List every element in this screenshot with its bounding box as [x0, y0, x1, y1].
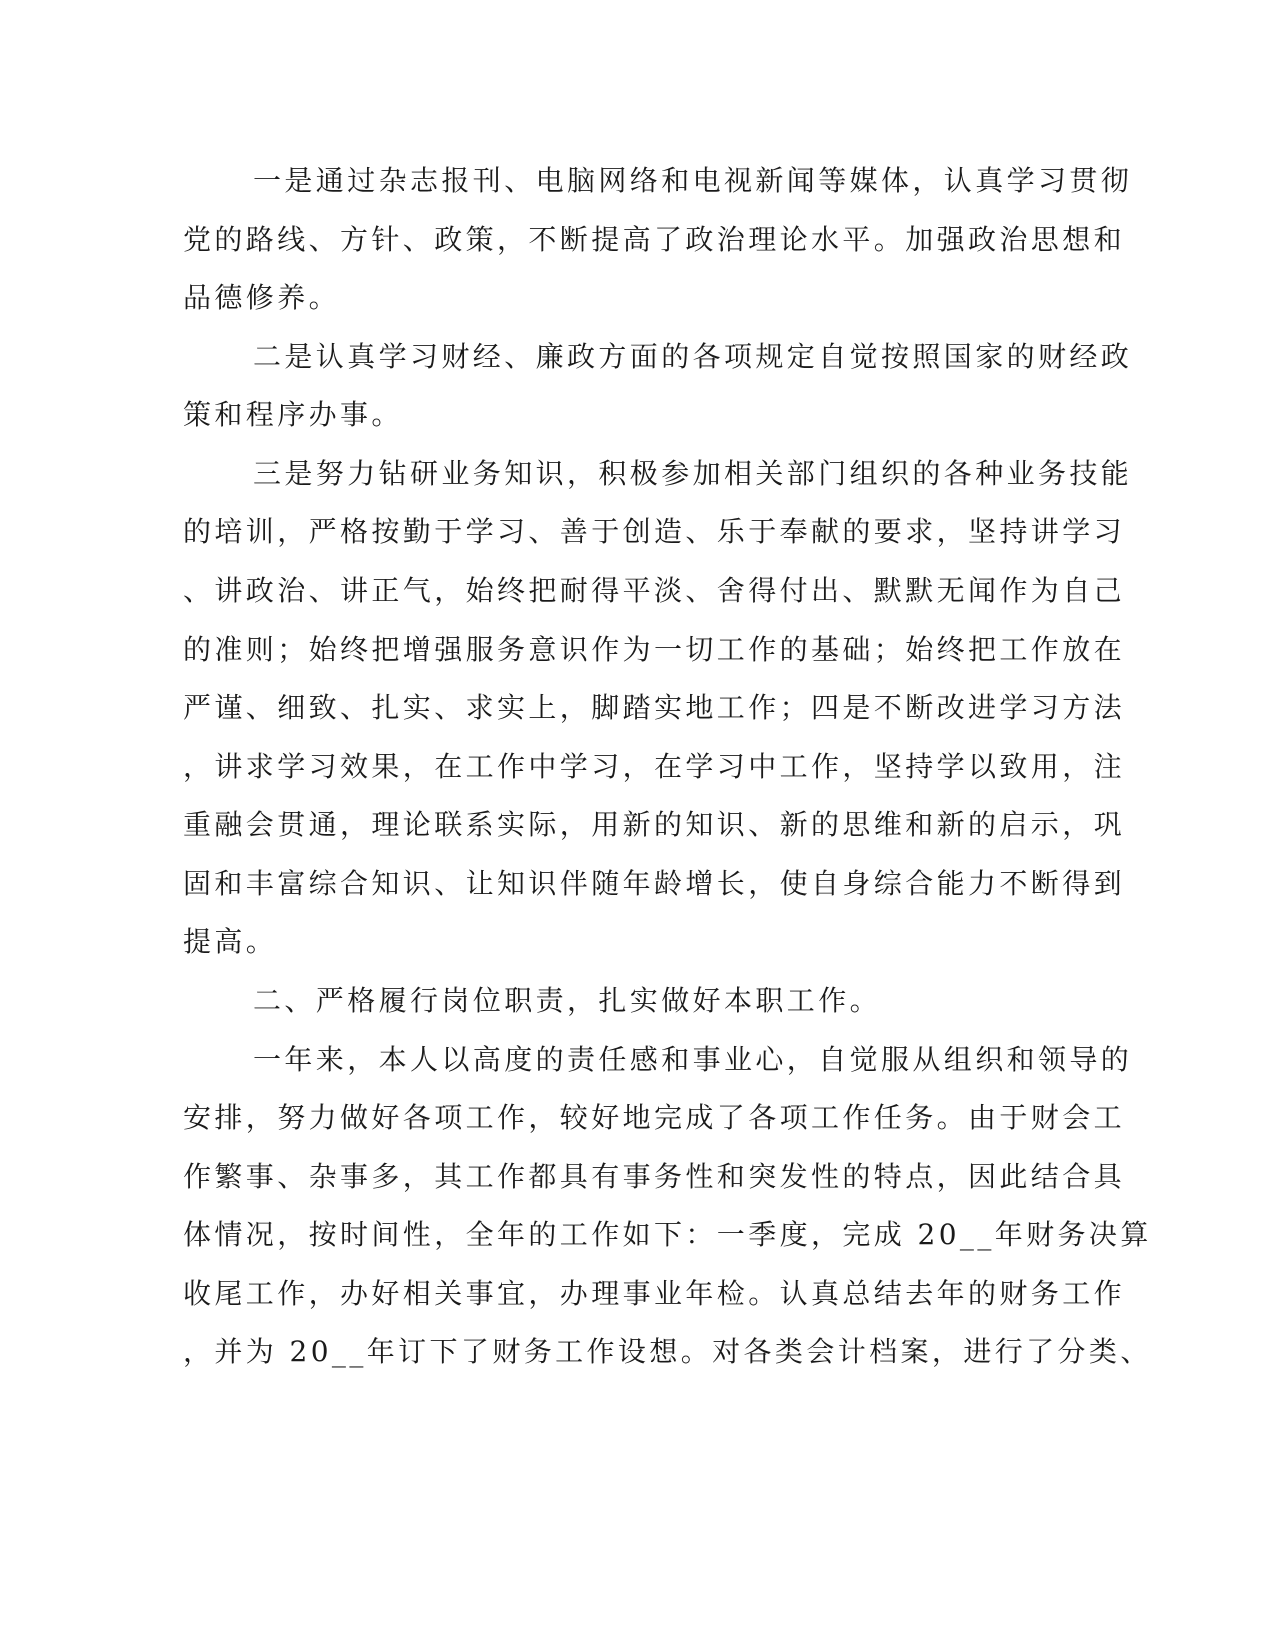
paragraph-3-line-8: 固和丰富综合知识、让知识伴随年龄增长，使自身综合能力不断得到	[183, 867, 1126, 900]
paragraph-4-line-4: 体情况，按时间性，全年的工作如下：一季度，完成 20__年财务决算	[183, 1218, 1152, 1251]
paragraph-3-line-4: 的准则；始终把增强服务意识作为一切工作的基础；始终把工作放在	[183, 633, 1126, 666]
paragraph-3-line-9: 提高。	[183, 925, 278, 958]
paragraph-2-line-1: 二是认真学习财经、廉政方面的各项规定自觉按照国家的财经政	[253, 340, 1133, 373]
paragraph-3-line-3: 、讲政治、讲正气，始终把耐得平淡、舍得付出、默默无闻作为自己	[183, 574, 1126, 607]
paragraph-3-line-1: 三是努力钻研业务知识，积极参加相关部门组织的各种业务技能	[253, 457, 1133, 490]
paragraph-2-line-2: 策和程序办事。	[183, 398, 403, 431]
section-heading-2: 二、严格履行岗位职责，扎实做好本职工作。	[253, 984, 882, 1017]
paragraph-1-line-3: 品德修养。	[183, 281, 341, 314]
paragraph-4-line-2: 安排，努力做好各项工作，较好地完成了各项工作任务。由于财会工	[183, 1101, 1126, 1134]
paragraph-3-line-7: 重融会贯通，理论联系实际，用新的知识、新的思维和新的启示，巩	[183, 808, 1126, 841]
paragraph-3-line-6: ，讲求学习效果，在工作中学习，在学习中工作，坚持学以致用，注	[183, 750, 1126, 783]
paragraph-3-line-5: 严谨、细致、扎实、求实上，脚踏实地工作；四是不断改进学习方法	[183, 691, 1126, 724]
paragraph-1-line-2: 党的路线、方针、政策，不断提高了政治理论水平。加强政治思想和	[183, 223, 1126, 256]
paragraph-4-line-6: ，并为 20__年订下了财务工作设想。对各类会计档案，进行了分类、	[183, 1335, 1152, 1368]
paragraph-4-line-3: 作繁事、杂事多，其工作都具有事务性和突发性的特点，因此结合具	[183, 1160, 1126, 1193]
paragraph-3-line-2: 的培训，严格按勤于学习、善于创造、乐于奉献的要求，坚持讲学习	[183, 515, 1126, 548]
paragraph-1-line-1: 一是通过杂志报刊、电脑网络和电视新闻等媒体，认真学习贯彻	[253, 164, 1133, 197]
paragraph-4-line-1: 一年来，本人以高度的责任感和事业心，自觉服从组织和领导的	[253, 1043, 1133, 1076]
paragraph-4-line-5: 收尾工作，办好相关事宜，办理事业年检。认真总结去年的财务工作	[183, 1277, 1126, 1310]
